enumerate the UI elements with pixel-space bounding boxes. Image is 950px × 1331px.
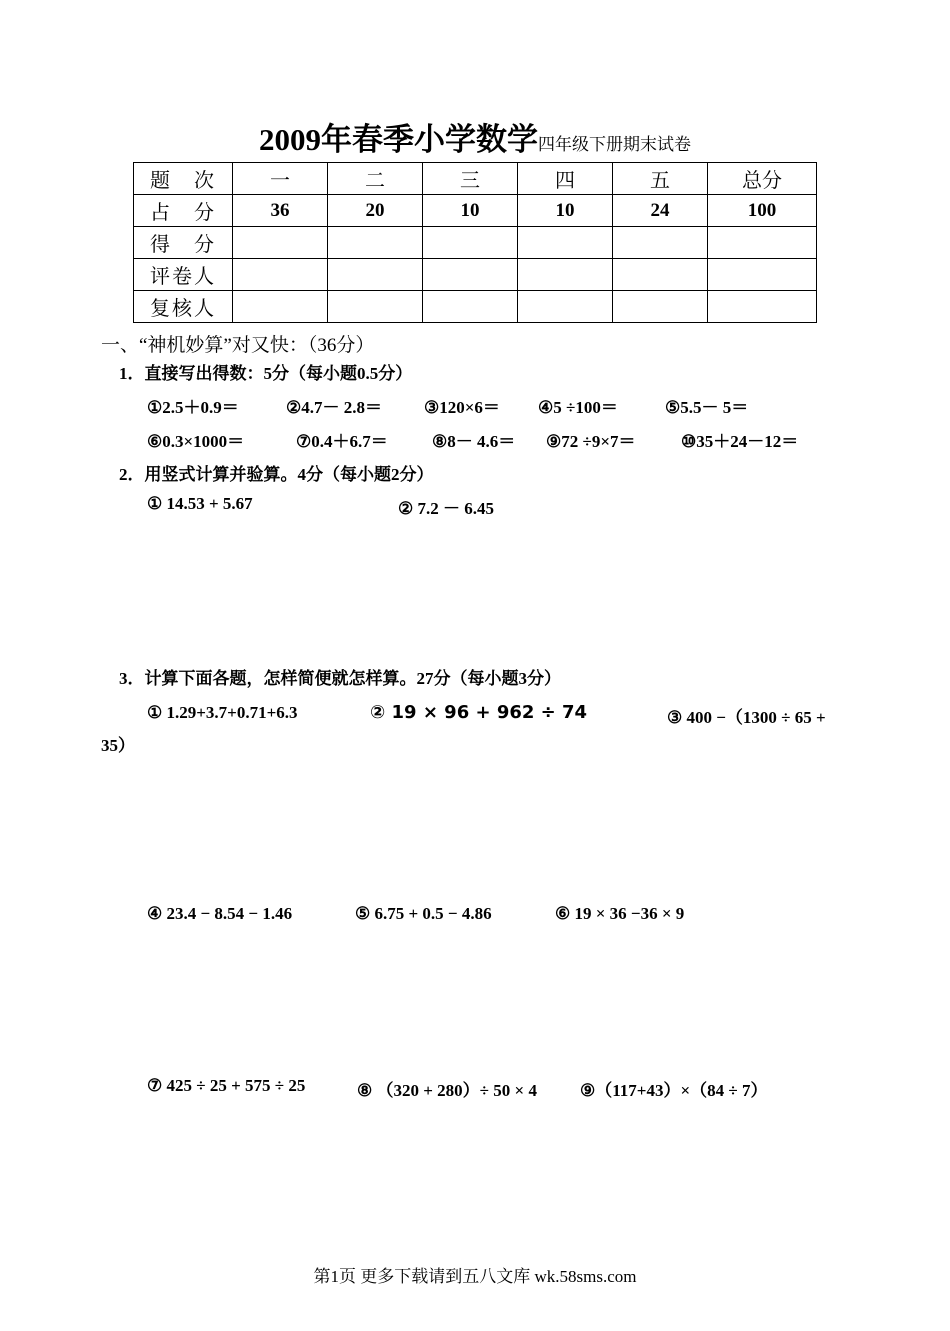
- problem: ③ 400 −（1300 ÷ 65 +: [667, 708, 826, 727]
- table-cell: 36: [233, 195, 328, 227]
- score-input-cell[interactable]: [233, 291, 328, 323]
- score-input-cell[interactable]: [613, 227, 708, 259]
- score-input-cell[interactable]: [518, 291, 613, 323]
- title-sub: 四年级下册期末试卷: [538, 135, 691, 154]
- score-input-cell[interactable]: [708, 259, 817, 291]
- table-cell: 题 次: [134, 163, 233, 195]
- problem: ④5 ÷100＝: [538, 398, 618, 417]
- problem: ⑧8－ 4.6＝: [432, 432, 516, 451]
- score-input-cell[interactable]: [328, 259, 423, 291]
- problem: ⑦ 425 ÷ 25 + 575 ÷ 25: [147, 1076, 306, 1095]
- table-cell: 10: [518, 195, 613, 227]
- table-cell: 20: [328, 195, 423, 227]
- score-table-points-row: [134, 195, 817, 227]
- table-cell: 占 分: [134, 195, 233, 227]
- table-cell: 二: [328, 163, 423, 195]
- problem: ② 7.2 － 6.45: [398, 499, 494, 518]
- problem: ⑤5.5－ 5＝: [665, 398, 749, 417]
- score-input-cell[interactable]: [423, 227, 518, 259]
- score-input-cell[interactable]: [328, 291, 423, 323]
- problem: ⑥ 19 × 36 −36 × 9: [555, 904, 685, 923]
- score-input-cell[interactable]: [423, 259, 518, 291]
- score-table-header-row: [134, 163, 817, 195]
- problem: ⑩35＋24－12＝: [681, 432, 799, 451]
- table-cell: 四: [518, 163, 613, 195]
- problem: ⑧ （320 + 280）÷ 50 × 4: [357, 1081, 537, 1100]
- problem: ②4.7－ 2.8＝: [286, 398, 382, 417]
- score-table-row: [134, 291, 817, 323]
- table-cell: 一: [233, 163, 328, 195]
- title-main: 2009年春季小学数学: [259, 122, 538, 157]
- score-table-row: [134, 227, 817, 259]
- problem: ② 19 × 96 + 962 ÷ 74: [370, 702, 588, 723]
- problem: ⑨（117+43）×（84 ÷ 7）: [580, 1081, 768, 1100]
- table-cell: 复核人: [134, 291, 233, 323]
- table-cell: 24: [613, 195, 708, 227]
- score-input-cell[interactable]: [518, 259, 613, 291]
- score-input-cell[interactable]: [708, 227, 817, 259]
- score-input-cell[interactable]: [613, 291, 708, 323]
- table-cell: 10: [423, 195, 518, 227]
- score-input-cell[interactable]: [518, 227, 613, 259]
- problem: ① 1.29+3.7+0.71+6.3: [147, 703, 298, 722]
- score-input-cell[interactable]: [708, 291, 817, 323]
- table-cell: 五: [613, 163, 708, 195]
- problem: ⑤ 6.75 + 0.5 − 4.86: [355, 904, 492, 923]
- question-heading: 2．用竖式计算并验算。4分（每小题2分）: [119, 465, 434, 484]
- question-heading: 1．直接写出得数：5分（每小题0.5分）: [119, 364, 413, 383]
- table-cell: 100: [708, 195, 817, 227]
- score-input-cell[interactable]: [423, 291, 518, 323]
- problem: ⑨72 ÷9×7＝: [546, 432, 636, 451]
- score-input-cell[interactable]: [613, 259, 708, 291]
- score-table-row: [134, 259, 817, 291]
- table-cell: 总分: [708, 163, 817, 195]
- score-input-cell[interactable]: [233, 259, 328, 291]
- score-table: [133, 162, 817, 323]
- problem: ① 14.53 + 5.67: [147, 494, 253, 513]
- section-heading: 一、“神机妙算”对又快：（36分）: [101, 335, 375, 356]
- question-heading: 3．计算下面各题，怎样简便就怎样算。27分（每小题3分）: [119, 669, 561, 688]
- problem: ③120×6＝: [424, 398, 500, 417]
- problem: ⑥0.3×1000＝: [147, 432, 245, 451]
- page-footer: 第1页 更多下载请到五八文库 wk.58sms.com: [313, 1267, 637, 1286]
- score-input-cell[interactable]: [328, 227, 423, 259]
- table-cell: 评卷人: [134, 259, 233, 291]
- table-cell: 三: [423, 163, 518, 195]
- page-title: [0, 114, 950, 159]
- problem: ④ 23.4 − 8.54 − 1.46: [147, 904, 293, 923]
- problem: ①2.5＋0.9＝: [147, 398, 239, 417]
- problem-continuation: 35）: [101, 736, 135, 755]
- table-cell: 得 分: [134, 227, 233, 259]
- score-input-cell[interactable]: [233, 227, 328, 259]
- problem: ⑦0.4＋6.7＝: [296, 432, 388, 451]
